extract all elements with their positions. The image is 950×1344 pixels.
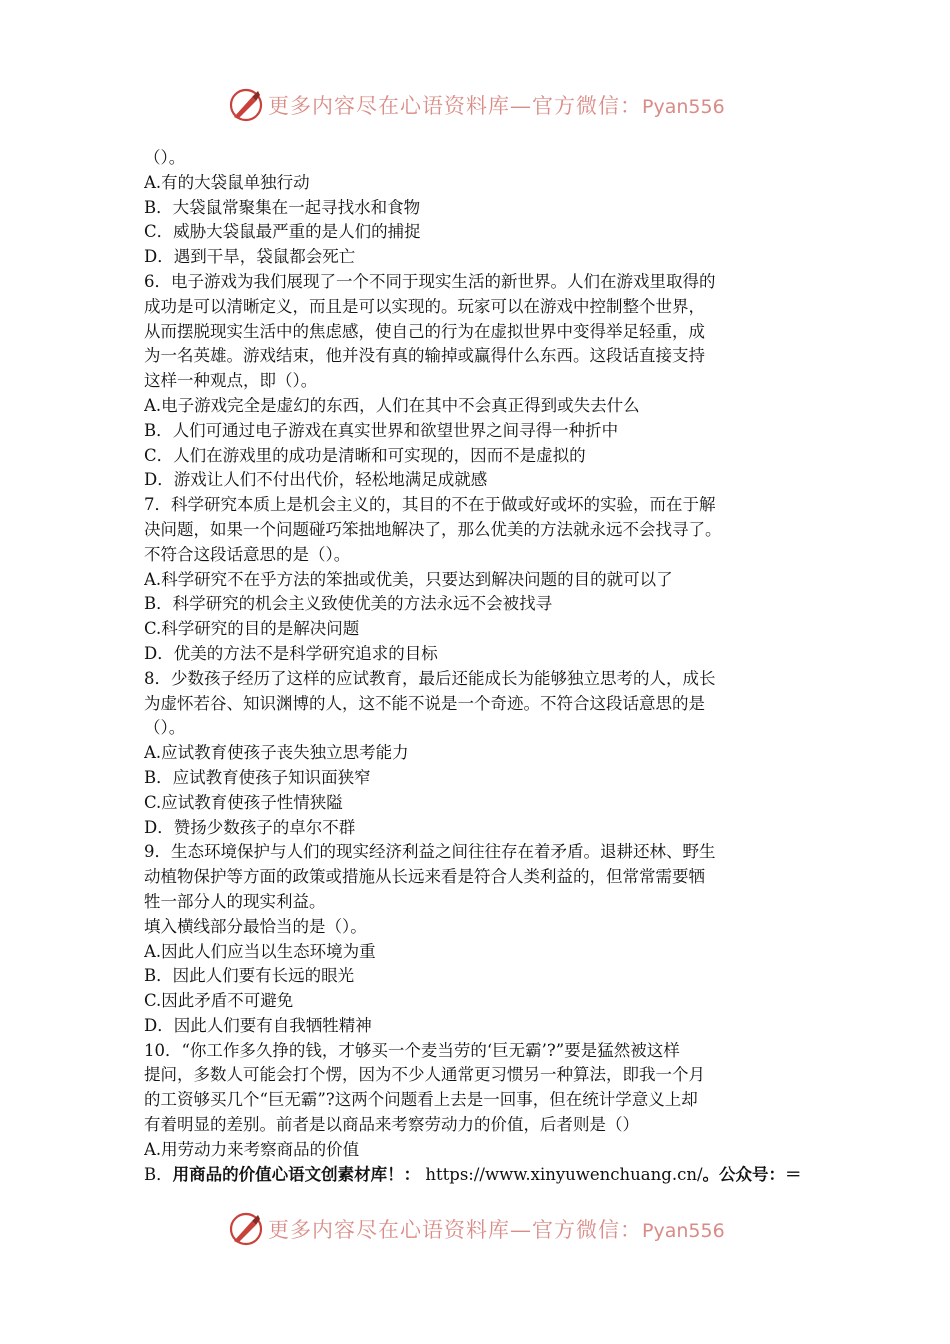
text-line: B．科学研究的机会主义致使优美的方法永远不会被找寻 xyxy=(144,594,553,614)
text-line: D．遇到干旱，袋鼠都会死亡 xyxy=(144,247,356,267)
text-line: A.因此人们应当以生态环境为重 xyxy=(144,941,376,961)
text-line: A.用劳动力来考察商品的价值 xyxy=(144,1139,360,1159)
text-line: D．因此人们要有自我牺牲精神 xyxy=(144,1015,372,1035)
text-line: 9．生态环境保护与人们的现实经济利益之间往往存在着矛盾。退耕还林、野生 xyxy=(144,842,716,862)
text-line: A.有的大袋鼠单独行动 xyxy=(144,172,310,192)
last-line-suffix: 。公众号：＝ xyxy=(702,1164,802,1184)
text-line: 为一名英雄。游戏结束，他并没有真的输掉或赢得什么东西。这段话直接支持 xyxy=(144,346,705,366)
last-line-bold: 用商品的价值心语文创素材库！： xyxy=(172,1164,421,1184)
text-line: A.科学研究不在乎方法的笨拙或优美，只要达到解决问题的目的就可以了 xyxy=(144,569,673,589)
text-line: 动植物保护等方面的政策或措施从长远来看是符合人类利益的，但常常需要牺 xyxy=(144,867,705,887)
text-line: 10．“你工作多久挣的钱，才够买一个麦当劳的‘巨无霸’?”要是猛然被这样 xyxy=(144,1040,680,1060)
text-line: 的工资够买几个“巨无霸”?这两个问题看上去是一回事，但在统计学意义上却 xyxy=(144,1090,698,1110)
text-line: 为虚怀若谷、知识渊博的人，这不能不说是一个奇迹。不符合这段话意思的是 xyxy=(144,693,705,713)
text-line: （）。 xyxy=(144,148,186,167)
text-line: 8．少数孩子经历了这样的应试教育，最后还能成长为能够独立思考的人，成长 xyxy=(144,668,716,688)
text-line: B．大袋鼠常聚集在一起寻找水和食物 xyxy=(144,197,421,217)
source-link[interactable]: https://www.xinyuwenchuang.cn/ xyxy=(420,1164,703,1184)
last-line-prefix: B． xyxy=(144,1164,173,1184)
text-line: C.因此矛盾不可避免 xyxy=(144,991,294,1011)
pen-logo-icon xyxy=(228,87,264,123)
text-line: 7．科学研究本质上是机会主义的，其目的不在于做或好或坏的实验，而在于解 xyxy=(144,495,716,515)
footer-watermark xyxy=(228,1208,748,1250)
text-line: （）。 xyxy=(144,718,186,738)
text-line: C．威胁大袋鼠最严重的是人们的捕捉 xyxy=(144,222,421,242)
text-line: C.科学研究的目的是解决问题 xyxy=(144,619,360,639)
text-line: 6．电子游戏为我们展现了一个不同于现实生活的新世界。人们在游戏里取得的 xyxy=(144,271,716,291)
text-line: B．人们可通过电子游戏在真实世界和欲望世界之间寻得一种折中 xyxy=(144,420,619,440)
text-line: D．赞扬少数孩子的卓尔不群 xyxy=(144,817,356,837)
text-line: D．游戏让人们不付出代价，轻松地满足成就感 xyxy=(144,470,488,490)
header-watermark xyxy=(228,84,748,126)
text-line-with-link xyxy=(144,1163,808,1188)
watermark-text: 更多内容尽在心语资料库—官方微信：Pyan556 xyxy=(268,94,725,118)
text-line: B．因此人们要有长远的眼光 xyxy=(144,966,355,986)
text-line: A.电子游戏完全是虚幻的东西，人们在其中不会真正得到或失去什么 xyxy=(144,395,640,415)
text-line: D．优美的方法不是科学研究追求的目标 xyxy=(144,643,438,663)
text-line: 从而摆脱现实生活中的焦虑感，使自己的行为在虚拟世界中变得举足轻重，成 xyxy=(144,321,705,341)
pen-logo-icon xyxy=(228,1211,264,1247)
text-line: 牲一部分人的现实利益。 xyxy=(144,891,326,911)
text-line: 成功是可以清晰定义，而且是可以实现的。玩家可以在游戏中控制整个世界， xyxy=(144,296,705,316)
text-line: 填入横线部分最恰当的是（）。 xyxy=(144,916,367,936)
text-line: 不符合这段话意思的是（）。 xyxy=(144,544,351,564)
document-body xyxy=(144,146,808,1187)
text-line: B．应试教育使孩子知识面狭窄 xyxy=(144,767,371,787)
watermark-text: 更多内容尽在心语资料库—官方微信：Pyan556 xyxy=(268,1218,725,1242)
text-line: 决问题，如果一个问题碰巧笨拙地解决了，那么优美的方法就永远不会找寻了。 xyxy=(144,519,722,539)
text-line: A.应试教育使孩子丧失独立思考能力 xyxy=(144,743,409,763)
text-line: 有着明显的差别。前者是以商品来考察劳动力的价值，后者则是（） xyxy=(144,1115,639,1135)
text-line: 提问，多数人可能会打个愣，因为不少人通常更习惯另一种算法，即我一个月 xyxy=(144,1065,705,1085)
text-line: C．人们在游戏里的成功是清晰和可实现的，因而不是虚拟的 xyxy=(144,445,586,465)
text-line: 这样一种观点，即（）。 xyxy=(144,371,318,391)
text-line: C.应试教育使孩子性情狭隘 xyxy=(144,792,343,812)
